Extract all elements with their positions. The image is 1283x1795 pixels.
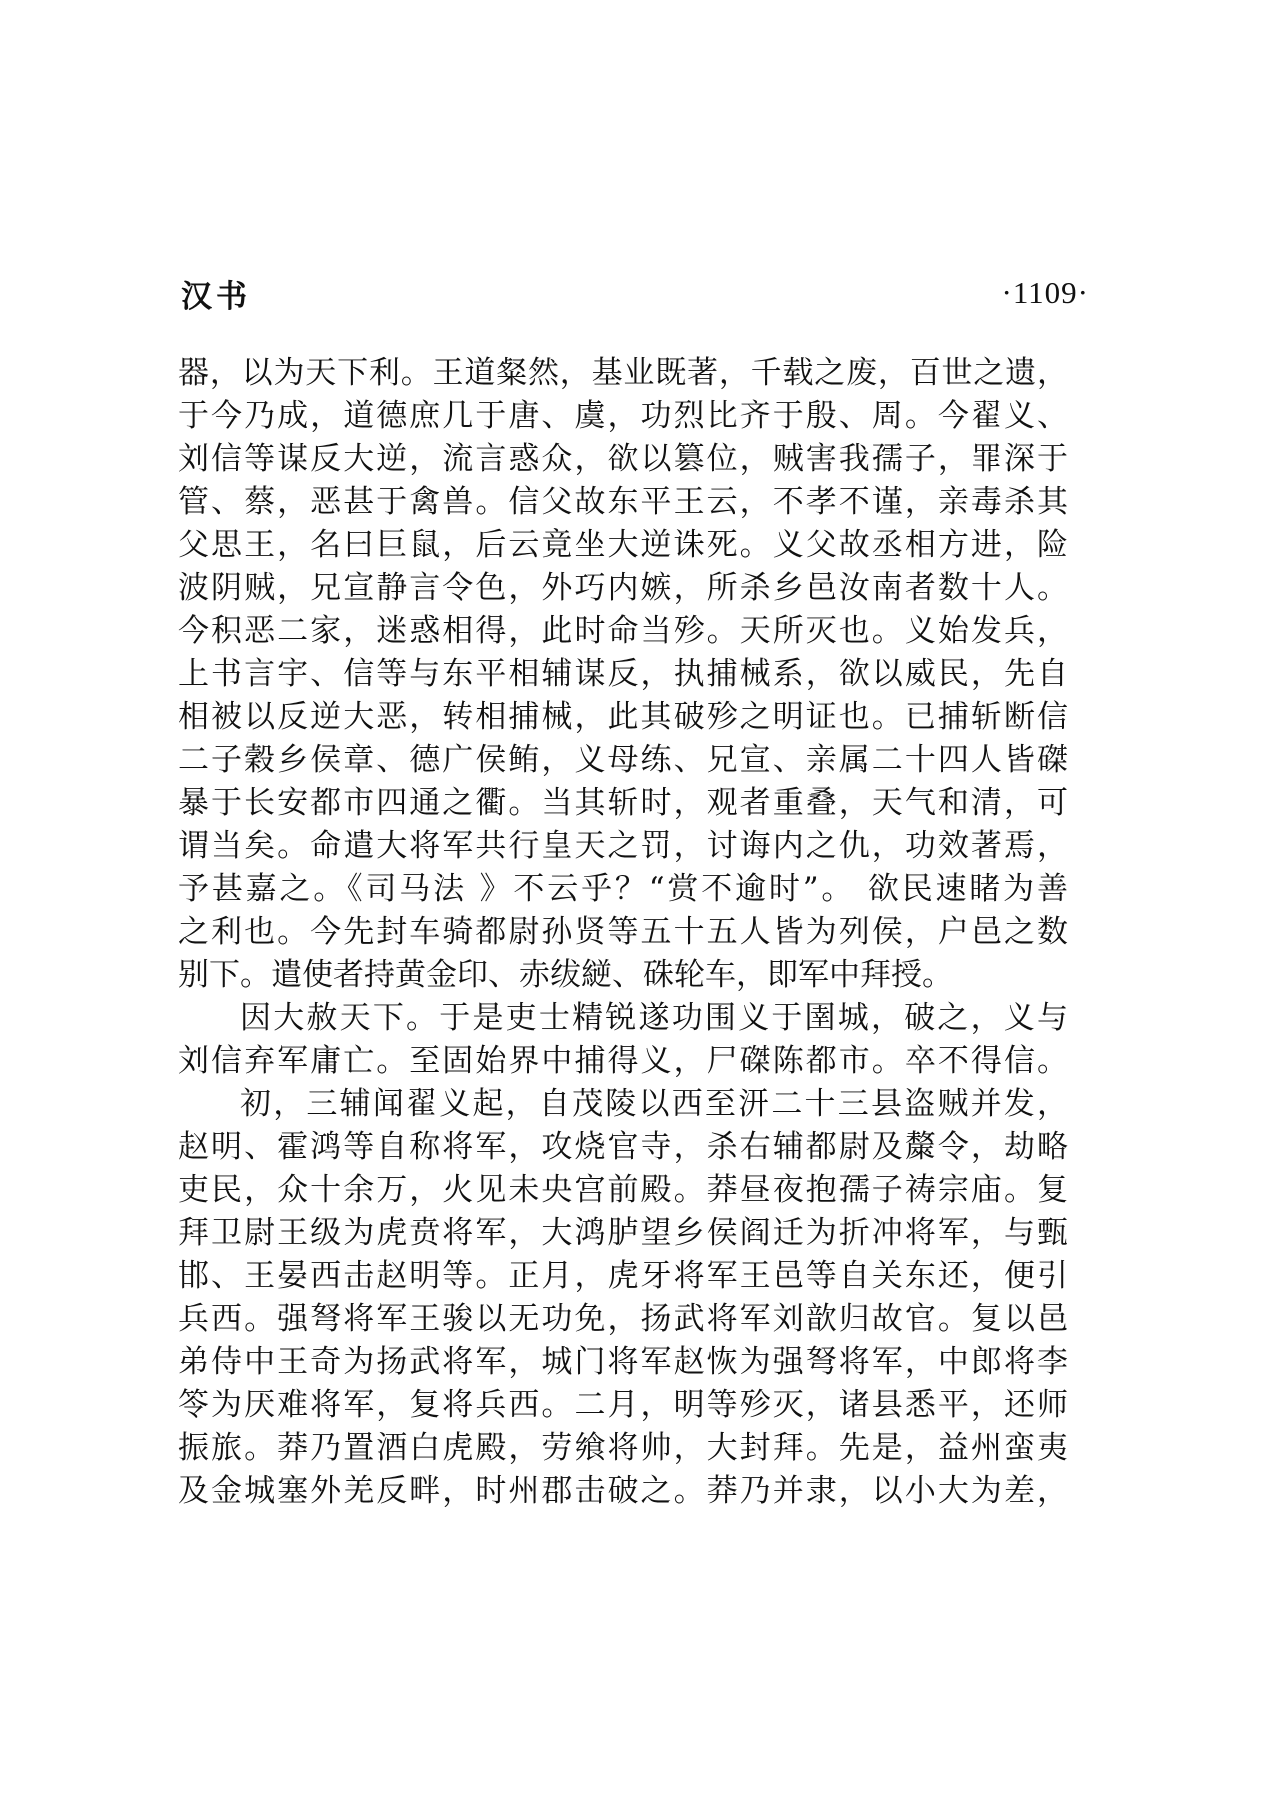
text-line: 父思王，名曰巨鼠，后云竟坐大逆诛死。义父故丞相方进，险	[178, 527, 1068, 563]
text-line: 拜卫尉王级为虎贲将军，大鸿胪望乡侯阎迁为折冲将军，与甄	[178, 1215, 1068, 1251]
text-line: 别下。遣使者持黄金印、赤绂縌、硃轮车，即军中拜授。	[178, 957, 953, 993]
text-line: 吏民，众十余万，火见未央宫前殿。莽昼夜抱孺子祷宗庙。复	[178, 1172, 1068, 1208]
text-line: 二子穀乡侯章、德广侯鲔，义母练、兄宣、亲属二十四人皆磔	[178, 742, 1068, 778]
text-line: 相被以反逆大恶，转相捕械，此其破殄之明证也。已捕斩断信	[178, 699, 1068, 735]
text-line: 振旅。莽乃置酒白虎殿，劳飨将帅，大封拜。先是，益州蛮夷	[178, 1430, 1068, 1466]
text-line: 笭为厌难将军，复将兵西。二月，明等殄灭，诸县悉平，还师	[178, 1387, 1068, 1423]
text-line: 于今乃成，道德庶几于唐、虞，功烈比齐于殷、周。今翟义、	[178, 398, 1068, 434]
text-line: 谓当矣。命遣大将军共行皇天之罚，讨诲内之仇，功效著焉，	[178, 828, 1068, 864]
text-line: 上书言宇、信等与东平相辅谋反，执捕械系，欲以威民，先自	[178, 656, 1068, 692]
paragraph	[178, 1083, 1068, 1513]
text-line: 赵明、霍鸿等自称将军，攻烧官寺，杀右辅都尉及斄令，劫略	[178, 1129, 1068, 1165]
text-line: 暴于长安都市四通之衢。当其斩时，观者重叠，天气和清，可	[178, 785, 1068, 821]
page-header	[181, 272, 1089, 314]
text-line: 今积恶二家，迷惑相得，此时命当殄。天所灭也。义始发兵，	[178, 613, 1068, 649]
text-line: 初，三辅闻翟义起，自茂陵以西至汧二十三县盗贼并发，	[240, 1086, 1068, 1122]
page-number: ·1109·	[1001, 275, 1089, 310]
text-line: 因大赦天下。于是吏士精锐遂功围义于圉城，破之，义与	[240, 1000, 1068, 1036]
running-title: 汉书	[181, 278, 251, 315]
text-line: 弟侍中王奇为扬武将军，城门将军赵恢为强弩将军，中郎将李	[178, 1344, 1068, 1380]
text-line: 刘信等谋反大逆，流言惑众，欲以篡位，贼害我孺子，罪深于	[178, 441, 1068, 477]
text-line: 予甚嘉之。《司马法 》不云乎？“赏不逾时”。 欲民速睹为善	[178, 871, 1068, 907]
text-line: 器，以为天下利。王道粲然，基业既著，千载之废，百世之遗，	[178, 355, 1068, 391]
paragraph	[178, 997, 1068, 1083]
text-line: 刘信弃军庸亡。至固始界中捕得义，尸磔陈都市。卒不得信。	[178, 1043, 1068, 1079]
body-text	[178, 352, 1068, 1513]
text-line: 兵西。强弩将军王骏以无功免，扬武将军刘歆归故官。复以邑	[178, 1301, 1068, 1337]
text-line: 及金城塞外羌反畔，时州郡击破之。莽乃并隶，以小大为差，	[178, 1473, 1068, 1509]
text-line: 之利也。今先封车骑都尉孙贤等五十五人皆为列侯，户邑之数	[178, 914, 1068, 950]
text-line: 波阴贼，兄宣静言令色，外巧内嫉，所杀乡邑汝南者数十人。	[178, 570, 1068, 606]
text-line: 邯、王晏西击赵明等。正月，虎牙将军王邑等自关东还，便引	[178, 1258, 1068, 1294]
paragraph	[178, 352, 1068, 997]
text-line: 管、蔡，恶甚于禽兽。信父故东平王云，不孝不谨，亲毒杀其	[178, 484, 1068, 520]
